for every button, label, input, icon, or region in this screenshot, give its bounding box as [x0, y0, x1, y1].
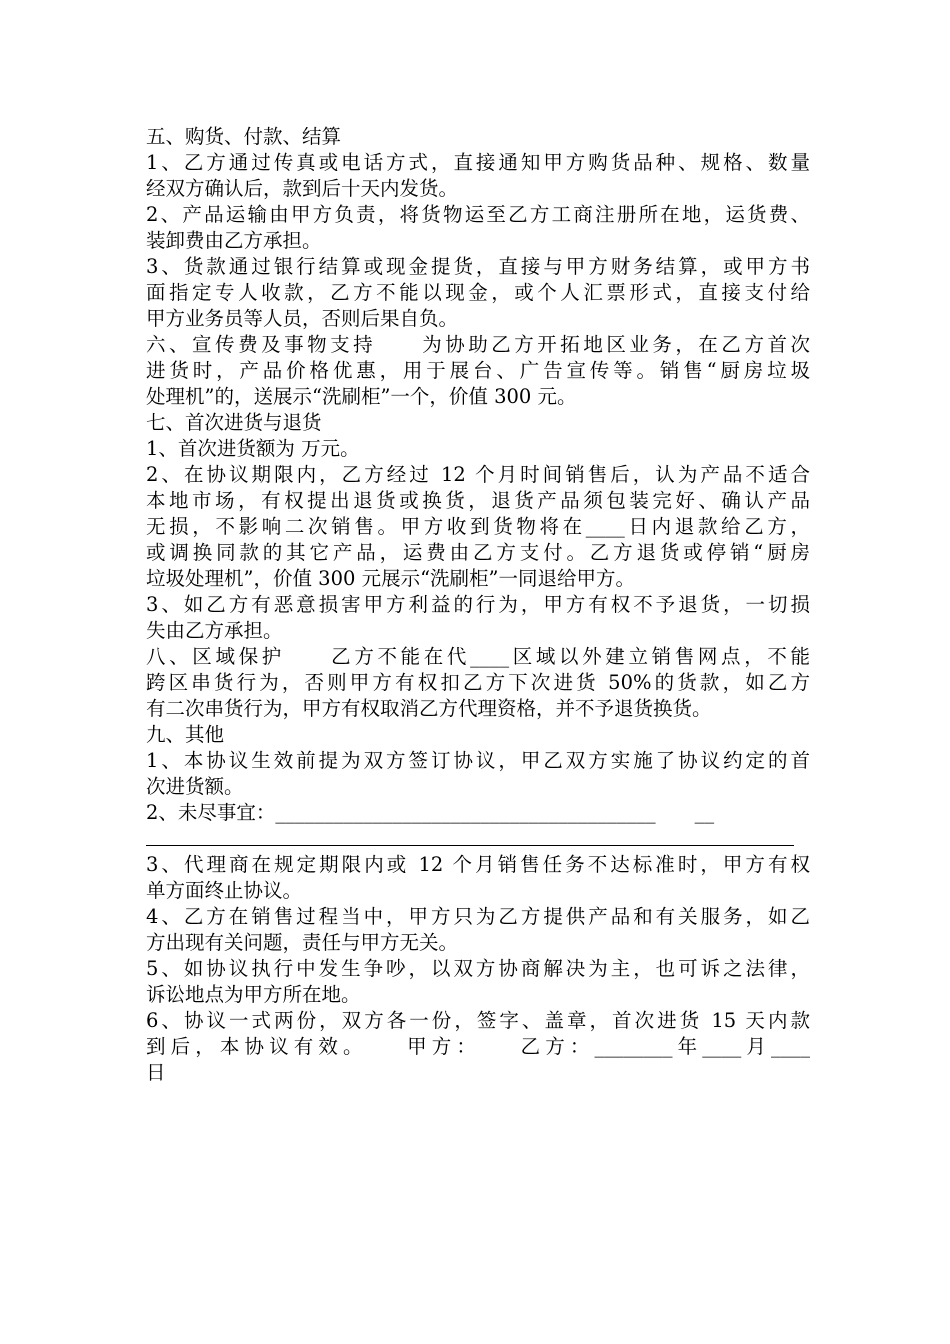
text-line: 3、如乙方有恶意损害甲方利益的行为，甲方有权不予退货，一切损	[146, 593, 810, 616]
text-line: 1、本协议生效前提为双方签订协议，甲乙双方实施了协议约定的首	[146, 749, 810, 772]
text-line: 面指定专人收款，乙方不能以现金，或个人汇票形式，直接支付给	[146, 281, 810, 304]
text-line: 4、乙方在销售过程当中，甲方只为乙方提供产品和有关服务，如乙	[146, 905, 810, 928]
text-line: 六、宣传费及事物支持 为协助乙方开拓地区业务，在乙方首次	[146, 333, 810, 356]
text-line: 1、首次进货额为 万元。	[146, 437, 360, 460]
document-page	[146, 124, 810, 1086]
text-line: 3、货款通过银行结算或现金提货，直接与甲方财务结算，或甲方书	[146, 255, 810, 278]
text-line: 日	[146, 1061, 166, 1084]
blank-fill-line	[146, 826, 810, 852]
text-line: 本地市场，有权提出退货或换货，退货产品须包装完好、确认产品	[146, 489, 810, 512]
text-line: 到后，本协议有效。 甲方： 乙方：________年____月____	[146, 1035, 810, 1058]
text-line: 方出现有关问题，责任与甲方无关。	[146, 931, 459, 954]
text-line: 九、其他	[146, 723, 225, 746]
text-line: 1、乙方通过传真或电话方式，直接通知甲方购货品种、规格、数量	[146, 151, 810, 174]
text-line: 3、代理商在规定期限内或 12 个月销售任务不达标准时，甲方有权	[146, 853, 810, 876]
text-line: 2、在协议期限内，乙方经过 12 个月时间销售后，认为产品不适合	[146, 463, 810, 486]
text-line: 进货时，产品价格优惠，用于展台、广告宣传等。销售“厨房垃圾	[146, 359, 810, 382]
text-line: 五、购货、付款、结算	[146, 125, 342, 148]
text-line: 6、协议一式两份，双方各一份，签字、盖章，首次进货 15 天内款	[146, 1009, 810, 1032]
text-line: 失由乙方承担。	[146, 619, 283, 642]
text-line: 垃圾处理机”，价值 300 元展示“洗刷柜”一同退给甲方。	[146, 567, 636, 590]
text-line: 甲方业务员等人员，否则后果自负。	[146, 307, 459, 330]
text-line: 或调换同款的其它产品，运费由乙方支付。乙方退货或停销“厨房	[146, 541, 810, 564]
text-line: 七、首次进货与退货	[146, 411, 322, 434]
text-line: 处理机”的，送展示“洗刷柜”一个，价值 300 元。	[146, 385, 577, 408]
document-body-continued	[146, 852, 810, 1086]
text-line: 经双方确认后，款到后十天内发货。	[146, 177, 459, 200]
text-line: 有二次串货行为，甲方有权取消乙方代理资格，并不予退货换货。	[146, 697, 712, 720]
text-line: 2、产品运输由甲方负责，将货物运至乙方工商注册所在地，运货费、	[146, 203, 810, 226]
text-line: 八、区域保护 乙方不能在代____区域以外建立销售网点，不能	[146, 645, 810, 668]
document-body	[146, 124, 810, 826]
text-line: 诉讼地点为甲方所在地。	[146, 983, 361, 1006]
text-line: 无损，不影响二次销售。甲方收到货物将在____日内退款给乙方，	[146, 515, 810, 538]
text-line: 次进货额。	[146, 775, 244, 798]
text-line: 5、如协议执行中发生争吵，以双方协商解决为主，也可诉之法律，	[146, 957, 810, 980]
text-line: 跨区串货行为，否则甲方有权扣乙方下次进货 50%的货款，如乙方	[146, 671, 810, 694]
text-line: 装卸费由乙方承担。	[146, 229, 322, 252]
text-line: 单方面终止协议。	[146, 879, 303, 902]
text-line: 2、未尽事宜：_______________________________________ __	[146, 801, 715, 824]
